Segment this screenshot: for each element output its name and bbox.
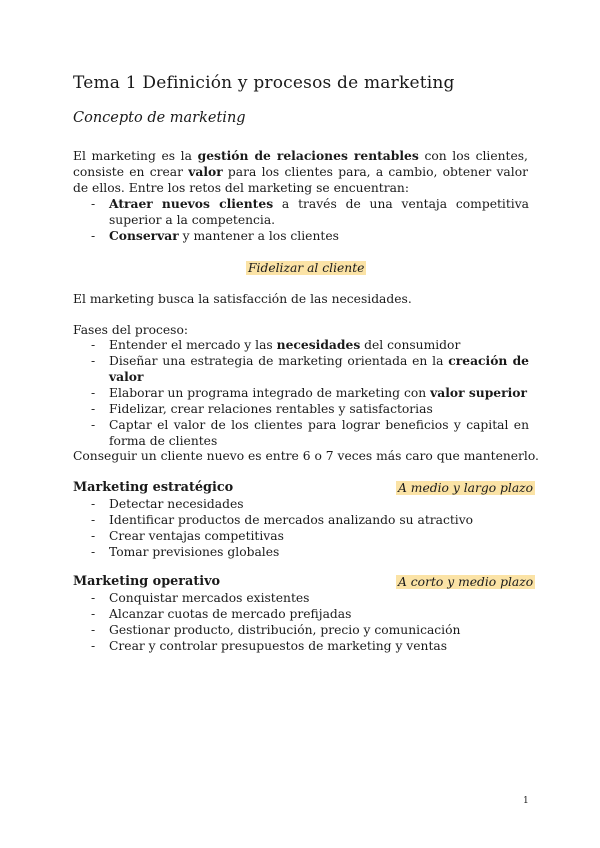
item-text: Elaborar un programa integrado de marketing con	[109, 386, 431, 400]
list-item	[73, 544, 529, 560]
list-item	[73, 401, 529, 417]
retos-list	[73, 196, 529, 244]
dash-marker: -	[91, 338, 96, 352]
list-item	[73, 353, 529, 385]
item-text: Crear ventajas competitivas	[109, 529, 284, 543]
dash-marker: -	[91, 497, 96, 511]
item-text: Gestionar producto, distribución, precio y comunicación	[109, 623, 461, 637]
satisfaction-sentence: El marketing busca la satisfacción de las necesidades.	[73, 292, 412, 306]
list-item	[73, 622, 529, 638]
estrategico-list	[73, 496, 529, 560]
phases-label: Fases del proceso:	[73, 323, 189, 337]
dash-marker: -	[91, 418, 96, 432]
list-item	[73, 337, 529, 353]
list-item	[73, 228, 529, 244]
item-text: del consumidor	[360, 338, 461, 352]
highlight-fidelizar	[246, 260, 366, 276]
dash-marker: -	[91, 545, 96, 559]
intro-text-3: para los clientes para, a cambio, obtener valor de ellos. Entre los retos del marketing se encuentran:	[73, 165, 528, 195]
list-item	[73, 417, 529, 449]
phases-list	[73, 337, 529, 449]
heading-estrategico: Marketing estratégico	[73, 480, 234, 495]
item-text: a través de una ventaja competitiva superior a la competencia.	[109, 197, 530, 227]
highlighted-text: A corto y medio plazo	[398, 575, 534, 589]
term-estrategico	[396, 480, 535, 496]
item-bold: necesidades	[276, 337, 361, 352]
intro-text-2: con los clientes, consiste en crear	[73, 149, 528, 179]
item-bold: Atraer nuevos clientes	[109, 196, 274, 211]
item-text: y mantener a los clientes	[178, 229, 339, 243]
item-text: Fidelizar, crear relaciones rentables y satisfactorias	[109, 402, 433, 416]
section-subtitle: Concepto de marketing	[73, 110, 246, 126]
item-text: Identificar productos de mercados analizando su atractivo	[109, 513, 474, 527]
heading-operativo: Marketing operativo	[73, 574, 221, 589]
item-text: Tomar previsiones globales	[109, 545, 280, 559]
dash-marker: -	[91, 623, 96, 637]
cost-note: Conseguir un cliente nuevo es entre 6 o 7 veces más caro que mantenerlo.	[73, 449, 539, 463]
item-text: Crear y controlar presupuestos de marketing y ventas	[109, 639, 448, 653]
intro-bold-2: valor	[188, 164, 223, 179]
intro-paragraph	[73, 148, 528, 196]
list-item	[73, 590, 529, 606]
highlighted-text: Fidelizar al cliente	[248, 261, 365, 275]
page-title: Tema 1 Definición y procesos de marketing	[73, 73, 455, 93]
intro-text-1: El marketing es la	[73, 149, 198, 163]
item-text: Diseñar una estrategia de marketing orientada en la	[109, 354, 449, 368]
item-text: Captar el valor de los clientes para lograr beneficios y capital en forma de clientes	[109, 418, 529, 448]
list-item	[73, 385, 529, 401]
item-text: Conquistar mercados existentes	[109, 591, 310, 605]
dash-marker: -	[91, 591, 96, 605]
item-bold: Conservar	[109, 228, 179, 243]
term-operativo	[396, 574, 535, 590]
dash-marker: -	[91, 386, 96, 400]
list-item	[73, 606, 529, 622]
list-item	[73, 512, 529, 528]
dash-marker: -	[91, 229, 96, 243]
dash-marker: -	[91, 402, 96, 416]
page-number: 1	[523, 796, 529, 806]
dash-marker: -	[91, 607, 96, 621]
list-item	[73, 638, 529, 654]
list-item	[73, 528, 529, 544]
dash-marker: -	[91, 197, 96, 211]
list-item	[73, 496, 529, 512]
operativo-list	[73, 590, 529, 654]
dash-marker: -	[91, 639, 96, 653]
item-text: Detectar necesidades	[109, 497, 244, 511]
item-bold: valor superior	[430, 385, 527, 400]
item-text: Entender el mercado y las	[109, 338, 277, 352]
item-bold: creación de valor	[109, 353, 529, 384]
item-text: Alcanzar cuotas de mercado prefijadas	[109, 607, 352, 621]
highlighted-text: A medio y largo plazo	[398, 481, 534, 495]
dash-marker: -	[91, 354, 96, 368]
list-item	[73, 196, 529, 228]
dash-marker: -	[91, 529, 96, 543]
dash-marker: -	[91, 513, 96, 527]
intro-bold-1: gestión de relaciones rentables	[197, 148, 419, 163]
